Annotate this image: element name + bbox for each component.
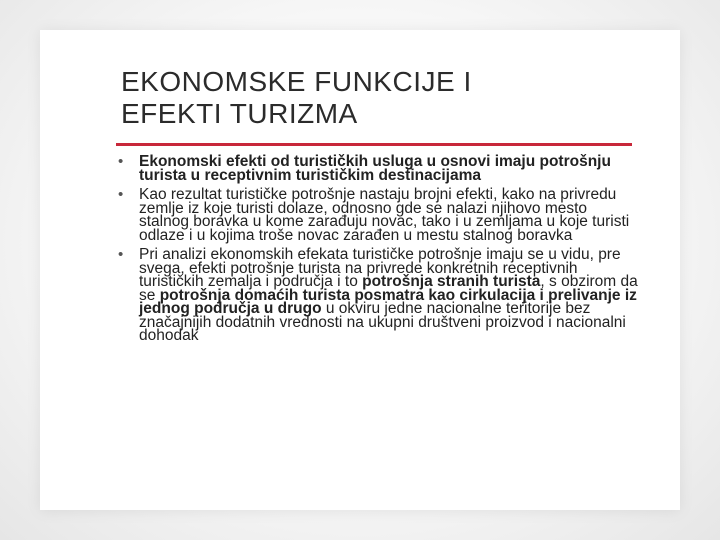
bullet-text-3-part-1: Pri analizi ekonomskih efekata turističke potrošnje imaju se u vidu, pre svega, efekti potrošnje turista na privrede konkretnih receptivnih turističkih zemalja i područja i to	[139, 246, 621, 290]
bullet-text-3-part-4: potrošnja domaćih turista posmatra kao cirkulacija i prelivanje iz jednog područja u drugo	[139, 286, 637, 317]
bullet-text-3-part-5: u okviru jedne nacionalne teritorije bez značajnijih dodatnih vrednosti na ukupni društveni proizvod i nacionalni dohodak	[139, 300, 626, 344]
bullet-text-3-part-3: , s obzirom da se	[139, 273, 638, 304]
slide-title-line-2: EFEKTI TURIZMA	[121, 98, 358, 129]
bullet-dot-icon: •	[118, 153, 124, 170]
bullet-text-3-part-2: potrošnja stranih turista	[362, 273, 541, 290]
bullet-item-3	[118, 248, 638, 343]
bullet-dot-icon: •	[118, 246, 124, 263]
bullet-dot-icon: •	[118, 186, 124, 203]
bullet-text-1: Ekonomski efekti od turističkih usluga u osnovi imaju potrošnju turista u receptivnim turističkim destinacijama	[139, 153, 611, 184]
bullet-list	[118, 155, 638, 349]
title-underline	[116, 143, 632, 146]
slide-title	[121, 66, 641, 130]
bullet-text-2: Kao rezultat turističke potrošnje nastaju brojni efekti, kako na privredu zemlje iz koje turisti dolaze, odnosno gde se nalazi njihovo mesto stalnog boravka u kome zarađuju novac, tako i u zemljama u koje turisti odlaze i u kojima troše novac zarađen u mestu stalnog boravka	[139, 186, 630, 244]
bullet-item-2	[118, 188, 638, 242]
bullet-item-1	[118, 155, 638, 182]
slide-title-line-1: EKONOMSKE FUNKCIJE I	[121, 66, 472, 97]
